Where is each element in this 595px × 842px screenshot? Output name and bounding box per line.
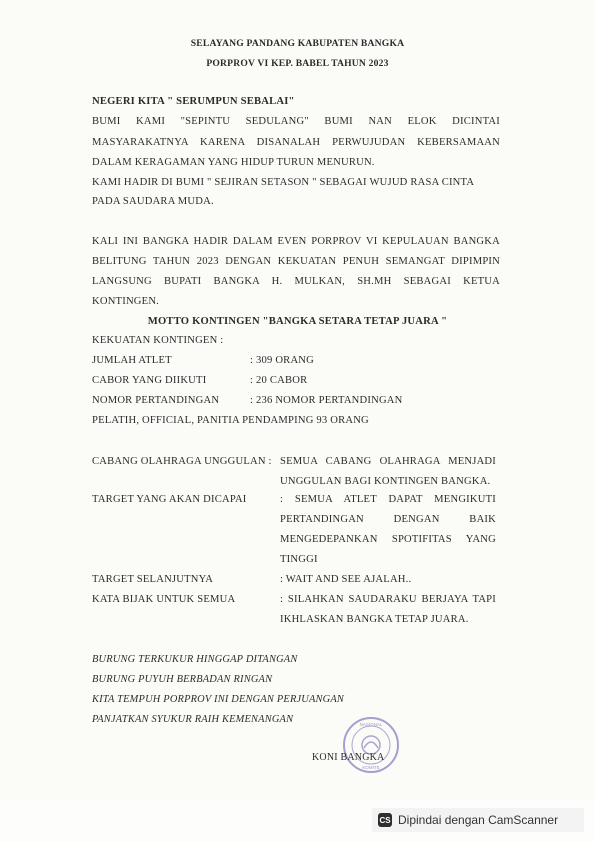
wise-words-line-2: IKHLASKAN BANGKA TETAP JUARA. <box>280 614 469 625</box>
camscanner-watermark <box>372 808 584 832</box>
strength-value-athletes: : 309 ORANG <box>250 355 314 366</box>
strength-label-athletes: JUMLAH ATLET <box>92 355 172 366</box>
intro-line-4: KAMI HADIR DI BUMI " SEJIRAN SETASON " SEBAGAI WUJUD RASA CINTA <box>92 177 475 188</box>
strength-label-cabor: CABOR YANG DIIKUTI <box>92 375 207 386</box>
pantun-line-3: KITA TEMPUH PORPROV INI DENGAN PERJUANGAN <box>92 694 345 705</box>
wise-words-label: KATA BIJAK UNTUK SEMUA <box>92 594 236 605</box>
koni-seal-stamp <box>342 716 400 774</box>
target-line-3: MENGEDEPANKAN SPOTIFITAS YANG <box>280 534 496 545</box>
pantun-line-4: PANJATKAN SYUKUR RAIH KEMENANGAN <box>92 714 294 725</box>
target-line-4: TINGGI <box>280 554 318 565</box>
target-line-2: PERTANDINGAN DENGAN BAIK <box>280 514 496 525</box>
cabang-line-2: UNGGULAN BAGI KONTINGEN BANGKA. <box>280 476 491 487</box>
strength-label-events: NOMOR PERTANDINGAN <box>92 395 220 406</box>
strength-heading: KEKUATAN KONTINGEN : <box>92 335 224 346</box>
strength-value-cabor: : 20 CABOR <box>250 375 308 386</box>
strength-officials: PELATIH, OFFICIAL, PANITIA PENDAMPING 93 ORANG <box>92 415 369 426</box>
intro-line-5: PADA SAUDARA MUDA. <box>92 196 214 207</box>
camscanner-label: Dipindai dengan CamScanner <box>398 813 559 827</box>
para2-line-2: BELITUNG TAHUN 2023 DENGAN KEKUATAN PENUH SEMANGAT DIPIMPIN <box>92 256 500 267</box>
cabang-line-1: SEMUA CABANG OLAHRAGA MENJADI <box>280 456 496 467</box>
strength-value-events: : 236 NOMOR PERTANDINGAN <box>250 395 403 406</box>
motto: MOTTO KONTINGEN "BANGKA SETARA TETAP JUARA " <box>147 316 448 327</box>
target-line-1: : SEMUA ATLET DAPAT MENGIKUTI <box>280 494 496 505</box>
next-target-label: TARGET SELANJUTNYA <box>92 574 214 585</box>
target-label: TARGET YANG AKAN DICAPAI <box>92 494 247 505</box>
cabang-label: CABANG OLAHRAGA UNGGULAN : <box>92 456 272 467</box>
intro-line-3: DALAM KERAGAMAN YANG HIDUP TURUN MENURUN. <box>92 157 375 168</box>
wise-words-line-1: : SILAHKAN SAUDARAKU BERJAYA TAPI <box>280 594 496 605</box>
camscanner-logo-icon: CS <box>378 813 392 827</box>
doc-title-line1: SELAYANG PANDANG KABUPATEN BANGKA <box>190 38 405 49</box>
para2-line-1: KALI INI BANGKA HADIR DALAM EVEN PORPROV VI KEPULAUAN BANGKA <box>92 236 500 247</box>
pantun-line-1: BURUNG TERKUKUR HINGGAP DITANGAN <box>92 654 298 665</box>
intro-heading: NEGERI KITA " SERUMPUN SEBALAI" <box>92 96 295 107</box>
svg-text:NASIONAL: NASIONAL <box>359 722 383 727</box>
para2-line-4: KONTINGEN. <box>92 296 160 307</box>
signature-koni-bangka: KONI BANGKA <box>312 752 385 763</box>
svg-text:KOMITE: KOMITE <box>362 765 380 770</box>
pantun-line-2: BURUNG PUYUH BERBADAN RINGAN <box>92 674 273 685</box>
next-target-value: : WAIT AND SEE AJALAH.. <box>280 574 412 585</box>
intro-line-2: MASYARAKATNYA KARENA DISANALAH PERWUJUDAN KEBERSAMAAN <box>92 137 500 148</box>
doc-title-line2: PORPROV VI KEP. BABEL TAHUN 2023 <box>206 58 389 69</box>
para2-line-3: LANGSUNG BUPATI BANGKA H. MULKAN, SH.MH SEBAGAI KETUA <box>92 276 500 287</box>
intro-line-1: BUMI KAMI "SEPINTU SEDULANG" BUMI NAN ELOK DICINTAI <box>92 116 500 127</box>
